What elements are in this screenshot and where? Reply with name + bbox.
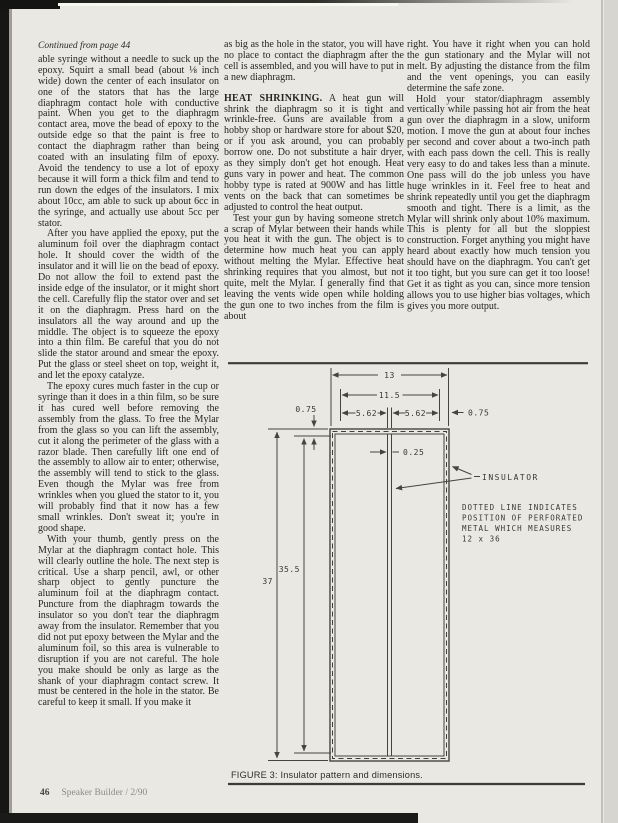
text-column-2 [224,40,404,323]
scan-edge-bottom [0,813,418,823]
dimension-arrows [277,375,472,758]
paragraph: The epoxy cures much faster in the cup or syringe than it does in a thin film, so be sure it has cured well before removing the assembly from the glass. To free the Mylar from the glass so you can lift the assembly, cut it along the perimeter of the glass with a razor blade. Then carefully lift one end of the assembly to allow air to enter; otherwise, the assembly will tend to stick to the glass. Even though the Mylar was free from wrinkles when you glued the stator to it, you will probably find that it now has a few small wrinkles. Don't sweat it; you're in good shape. [38,381,219,534]
text-column-1 [38,41,219,709]
run-in-heading: HEAT SHRINKING. [224,92,323,104]
scan-edge-left [0,0,9,823]
scan-page-edge-highlight [58,3,398,6]
paragraph: Test your gun by having someone stretch a scrap of Mylar between their hands while you heat it with the gun. The object is to determine how much heat you can apply without melting the Mylar. Effective heat shrinking requires that you almost, but not quite, melt the Mylar. I generally find that leaving the vents wide open while holding the gun one to two inches from the film is about [224,212,404,322]
dim-right-half: 5.62 [404,409,427,418]
paragraph: Hold your stator/diaphragm assembly vertically while passing hot air from the heat gun over the diaphragm in a slow, uniform motion. I move the gun at about four inches per second and cover about a two-inch path with each pass down the cell. This is really very easy to do and takes less than a minute. One pass will do the job unless you have huge wrinkles in it. Feel free to heat and shrink repeatedly until you get the diaphragm smooth and tight. There is a limit, as the Mylar will shrink only about 10% maximum. This is plenty for all but the sloppiest construction. Forget anything you might have heard about exactly how much tension you should have on the diaphragm. You can't get it too tight, but you sure can get it too loose! Get it as tight as you can, since more tension allows you to use higher bias voltages, which gives you more output. [407,93,590,312]
paragraph: as big as the hole in the stator, you will have no place to contact the diaphragm after the cell is assembled, and you will have to put in a new diaphragm. [224,39,404,83]
paragraph: able syringe without a needle to suck up the epoxy. Squirt a small bead (about ⅛ inch wide) down the center of each insulator on one of the stators that has the large diaphragm contact hole with conductive paint. When you get to the diaphragm contact area, move the bead of epoxy to the outside edge so that the paint is free to contact the diaphragm rather than being coated with an insulating film of epoxy. Avoid the tendency to use a lot of epoxy because it will form a thick film and tend to run down the edges of the insulators. I mix about 10cc, am able to suck up about 6cc in the syringe, and actually use about 5cc per stator. [38,53,219,229]
scan-edge-right [604,0,618,823]
figure-3 [228,362,590,792]
insulator-outline [330,429,449,761]
text-column-3 [407,40,590,313]
journal-name: Speaker Builder / 2/90 [61,788,148,798]
scan-edge-right-line [601,0,603,823]
figure-note-line: POSITION OF PERFORATED [462,513,584,523]
dim-left-half: 5.62 [355,409,378,418]
dim-inner-width: 11.5 [378,391,401,400]
figure-note [462,503,583,544]
paragraph: With your thumb, gently press on the Mylar at the diaphragm contact hole. This will clearly outline the hole. The next step is critical. Use a sharp pencil, awl, or other sharp object to gently puncture the aluminum foil at the diaphragm contact. Puncture from the diaphragm towards the insulator so you don't tear the diaphragm away from the insulator. Remember that you did not put epoxy between the Mylar and the aluminum foil, so this area is vulnerable to disruption if you are not careful. The hole you make should be only as large as the shank of your diaphragm contact screw. It must be centered in the hole in the stator. Be careful to keep it small. If you make it [38,533,219,709]
paragraph: After you have applied the epoxy, put the aluminum foil over the diaphragm contact hole. It should cover the width of the insulator and it will lie on the bead of epoxy. Do not allow the foil to extend past the inside edge of the insulator, or it might short the cell. Carefully flip the stator over and set it on the diaphragm. Press hard on the insulators all the way around and up the middle. The object is to squeeze the epoxy into a thin film. Be careful that you do not slide the stator around and smear the epoxy. Put the glass or steel sheet on top, weight it, and let the epoxy catalyze. [38,228,219,382]
page-footer [40,788,147,798]
figure-note-line: 12 x 36 [462,534,501,544]
paragraph [224,94,404,214]
perforated-metal-dashed-outline [333,432,447,759]
dim-left-margin: 0.75 [295,405,317,414]
figure-note-line: DOTTED LINE INDICATES [462,503,578,512]
paragraph: right. You have it right when you can hold the gun stationary and the Mylar will not melt. By adjusting the distance from the film and the vent openings, you can easily determine the safe zone. [407,39,590,94]
dim-total-width: 13 [384,371,395,380]
scan-edge-left-shadow [9,0,12,823]
dim-total-height: 37 [262,577,273,586]
insulator-diagram [228,362,590,792]
figure-note-line: METAL WHICH MEASURES [462,524,573,533]
continued-note: Continued from page 44 [38,41,131,51]
dim-inner-height: 35.5 [278,565,300,574]
insulator-label: INSULATOR [482,473,539,482]
dim-right-margin: 0.75 [468,408,490,418]
page-number: 46 [40,788,50,798]
dim-strip-width: 0.25 [403,448,425,457]
scan-edge-top-corner [0,0,60,9]
heading-paragraph-text: A heat gun will shrink the diaphragm so it is tight and wrinkle-free. Guns are available from a hobby shop or hardware store for about $20, or if you ask around, you can probably borrow one. Do not substitute a hair dryer, as they simply don't get hot enough. Heat guns vary in power and heat. The common hobby type is rated at 900W and has little vents on the back that can sometimes be adjusted to control the heat output. [224,92,404,213]
figure-caption: FIGURE 3: Insulator pattern and dimensions. [231,770,423,780]
